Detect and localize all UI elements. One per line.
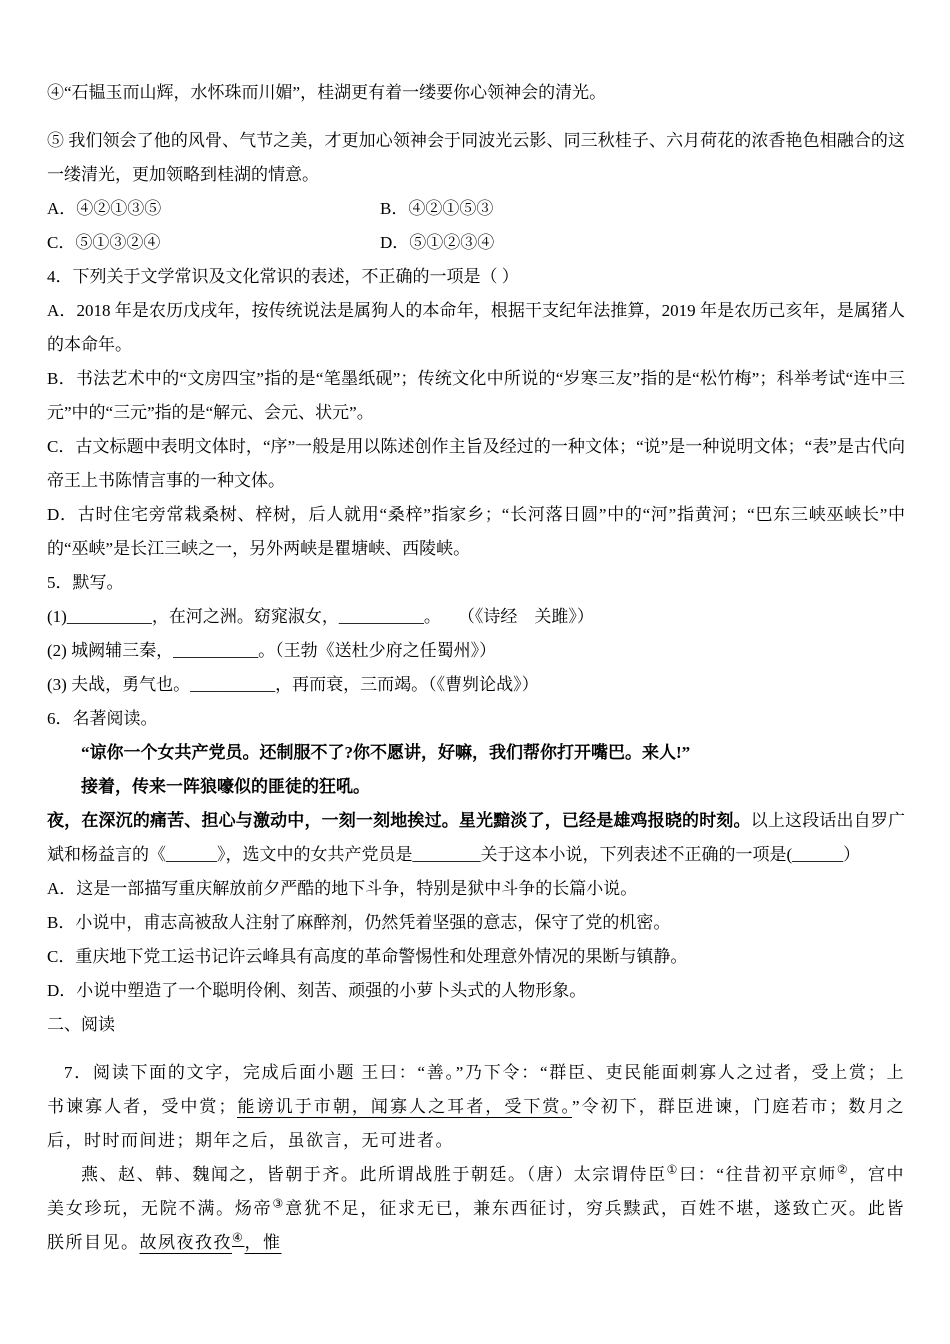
question-4-option-d — [47, 498, 905, 566]
q3-options-row-1 — [47, 192, 905, 226]
text-run: 5．默写。 — [47, 573, 124, 592]
text-run: A．这是一部描写重庆解放前夕严酷的地下斗争，特别是狱中斗争的长篇小说。 — [47, 879, 638, 898]
question-5-line-1 — [47, 600, 905, 634]
underlined-text: 能谤讥于市朝，闻寡人之耳者，受下赏。 — [237, 1097, 573, 1116]
text-run: 接着，传来一阵狼嚎似的匪徒的狂吼。 — [81, 777, 370, 796]
text-run: “谅你一个女共产党员。还制服不了?你不愿讲，好嘛，我们帮你打开嘴巴。来人!” — [81, 743, 691, 762]
text-run: 以上这段话出自罗广斌和杨益言的《______》，选文中的女共产党员是________关于这本小说，下列表述不正确的一项是(______） — [47, 811, 906, 864]
underlined-text: ④ — [232, 1230, 245, 1245]
text-run: D．古时住宅旁常栽桑树、梓树，后人就用“桑梓”指家乡；“长河落日圆”中的“河”指黄河；“巴东三峡巫峡长”中的“巫峡”是长江三峡之一，另外两峡是瞿塘峡、西陵峡。 — [47, 505, 905, 558]
text-run: ，宫中美女珍玩，无院不满。炀帝 — [47, 1165, 906, 1218]
text-run: D．小说中塑造了一个聪明伶俐、刻苦、顽强的小萝卜头式的人物形象。 — [47, 981, 587, 1000]
underlined-text: ，惟 — [244, 1233, 282, 1252]
text-run: ① — [666, 1162, 680, 1177]
text-run: (3) 夫战，勇气也。__________，再而衰，三而竭。（《曹刿论战》） — [47, 675, 539, 694]
text-run: B．书法艺术中的“文房四宝”指的是“笔墨纸砚”；传统文化中所说的“岁寒三友”指的是“松竹梅”；科举考试“连中三元”中的“三元”指的是“解元、会元、状元”。 — [47, 369, 905, 422]
question-5-line-2 — [47, 634, 905, 668]
question-4-option-c — [47, 430, 905, 498]
text-run: B．小说中，甫志高被敌人注射了麻醉剂，仍然凭着坚强的意志，保守了党的机密。 — [47, 913, 671, 932]
text-run: ② — [836, 1162, 850, 1177]
question-5-stem — [47, 566, 905, 600]
underlined-text: 故夙夜孜孜 — [139, 1233, 232, 1252]
text-run: 4．下列关于文学常识及文化常识的表述，不正确的一项是（ ） — [47, 267, 519, 286]
q3-options-row-2 — [47, 226, 905, 260]
text-run: (2) 城阙辅三秦，__________。（王勃《送杜少府之任蜀州》） — [47, 641, 497, 660]
text-run: 夜，在深沉的痛苦、担心与激动中，一刻一刻地挨过。星光黯淡了，已经是雄鸡报晓的时刻。 — [47, 811, 751, 830]
text-run: ③ — [272, 1196, 286, 1211]
text-run: A．2018 年是农历戊戌年，按传统说法是属狗人的本命年，根据干支纪年法推算，2019 年是农历己亥年，是属猪人的本命年。 — [47, 301, 905, 354]
text-run: (1)__________，在河之洲。窈窕淑女，__________。 （《诗经 关雎》） — [47, 607, 594, 626]
question-6-option-b — [47, 906, 905, 940]
section-2-heading — [47, 1008, 905, 1042]
text-run: 曰：“往昔初平京师 — [679, 1165, 837, 1184]
question-5-line-3 — [47, 668, 905, 702]
sentence-circle-4 — [47, 76, 905, 110]
q6-quote-line-2 — [47, 770, 905, 804]
text-run: 6．名著阅读。 — [47, 709, 158, 728]
question-4-option-b — [47, 362, 905, 430]
question-6-stem — [47, 702, 905, 736]
text-run: 二、阅读 — [47, 1015, 115, 1034]
question-7-passage-2 — [47, 1158, 905, 1260]
option-text: D．⑤①②③④ — [380, 233, 495, 252]
document-body — [47, 76, 905, 1260]
question-4-option-a — [47, 294, 905, 362]
option-text: C．⑤①③②④ — [47, 233, 161, 252]
text-run: ”令初下，群臣进谏，门庭若市；数月之后，时时而间进；期年之后，虽欲言，无可进者。 — [47, 1097, 906, 1150]
question-6-option-d — [47, 974, 905, 1008]
text-run: ④“石韫玉而山辉，水怀珠而川媚”，桂湖更有着一缕要你心领神会的清光。 — [47, 83, 607, 102]
sentence-circle-5 — [47, 124, 905, 192]
question-6-option-a — [47, 872, 905, 906]
text-run: 意犹不足，征求无已，兼东西征讨，穷兵黩武，百姓不堪，遂致亡灭。此皆朕所目见。 — [47, 1199, 906, 1252]
text-run: 7．阅读下面的文字，完成后面小题 王曰：“善。”乃下令：“群臣、吏民能面刺寡人之过者，受上赏；上书谏寡人者，受中赏； — [47, 1063, 905, 1116]
question-4-stem — [47, 260, 905, 294]
option-text: A．④②①③⑤ — [47, 199, 162, 218]
text-run: ⑤ 我们领会了他的风骨、气节之美，才更加心领神会于同波光云影、同三秋桂子、六月荷花的浓香艳色相融合的这一缕清光，更加领略到桂湖的情意。 — [47, 131, 905, 184]
text-run: 燕、赵、韩、魏闻之，皆朝于齐。此所谓战胜于朝廷。（唐）太宗谓侍臣 — [81, 1165, 667, 1184]
text-run: C．古文标题中表明文体时，“序”一般是用以陈述创作主旨及经过的一种文体；“说”是一种说明文体；“表”是古代向帝王上书陈情言事的一种文体。 — [47, 437, 905, 490]
question-6-option-c — [47, 940, 905, 974]
text-run: C．重庆地下党工运书记许云峰具有高度的革命警惕性和处理意外情况的果断与镇静。 — [47, 947, 688, 966]
q6-quote-line-1 — [47, 736, 905, 770]
question-7-passage-1 — [47, 1056, 905, 1158]
option-text: B．④②①⑤③ — [380, 199, 494, 218]
q6-passage — [47, 804, 905, 872]
